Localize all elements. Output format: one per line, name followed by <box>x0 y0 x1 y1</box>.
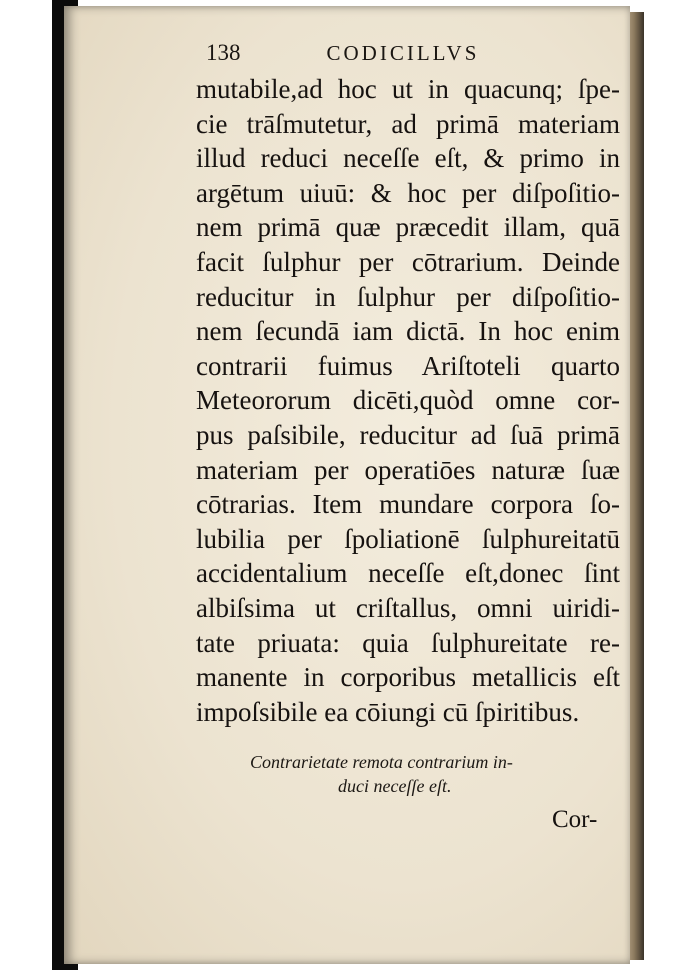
side-note-line-1: Contrarietate remota contrarium in- <box>250 752 513 772</box>
text-line: illud reduci neceſſe eſt, & primo in <box>196 143 620 174</box>
body-text <box>196 72 620 729</box>
text-line: nem ſecundā iam dictā. In hoc enim <box>196 316 620 347</box>
text-line: nem primā quæ præcedit illam, quā <box>196 212 620 243</box>
text-line: argētum uiuū: & hoc per diſpoſitio- <box>196 177 620 208</box>
text-line: materiam per operatiōes naturæ ſuæ <box>196 454 620 485</box>
text-line: albiſsima ut criſtallus, omni uiridi- <box>196 592 620 623</box>
page-header <box>206 40 526 74</box>
side-note <box>250 750 570 798</box>
text-line: reducitur in ſulphur per diſpoſitio- <box>196 281 620 312</box>
text-line: pus paſsibile, reducitur ad ſuā primā <box>196 419 620 450</box>
page-number: 138 <box>206 40 241 65</box>
text-line: Meteororum dicēti,quòd omne cor- <box>196 385 620 416</box>
running-title: CODICILLVS <box>326 41 480 65</box>
text-line: impoſsibile ea cōiungi cū ſpiritibus. <box>196 696 580 727</box>
text-line: lubilia per ſpoliationē ſulphureitatū <box>196 523 620 554</box>
text-line: contrarii fuimus Ariſtoteli quarto <box>196 350 620 381</box>
text-line: tate priuata: quia ſulphureitate re- <box>196 627 620 658</box>
text-line: facit ſulphur per cōtrarium. Deinde <box>196 246 620 277</box>
side-note-line-2: duci neceſſe eſt. <box>338 776 452 796</box>
catchword: Cor- <box>552 806 598 833</box>
text-line: accidentalium neceſſe eſt,donec ſint <box>196 558 620 589</box>
text-line: cie trāſmutetur, ad primā materiam <box>196 108 620 139</box>
text-line: cōtrarias. Item mundare corpora ſo- <box>196 489 620 520</box>
text-line: mutabile,ad hoc ut in quacunq; ſpe- <box>196 74 620 104</box>
text-line: manente in corporibus metallicis eſt <box>196 662 620 693</box>
